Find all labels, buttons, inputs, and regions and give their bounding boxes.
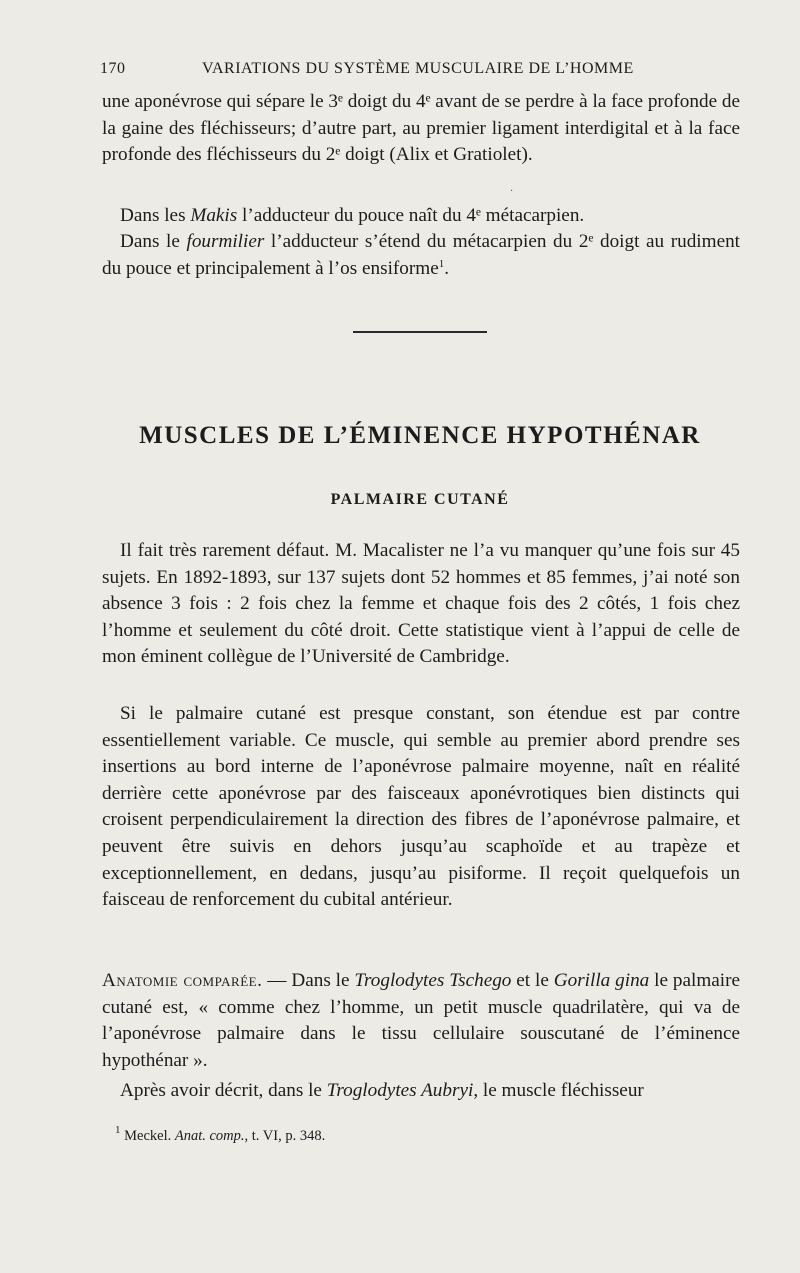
p2-italic-makis: Makis xyxy=(190,205,238,226)
p6-italic-gorilla: Gorilla gina xyxy=(553,970,650,991)
footnote-ref-text: , t. VI, p. 348. xyxy=(244,1128,326,1144)
comparative-anatomy-label: Anatomie comparée. xyxy=(102,970,263,991)
p6-italic-tschego: Troglodytes Tschego xyxy=(354,970,512,991)
p7-text-b: , le muscle fléchisseur xyxy=(473,1080,644,1101)
footnote-author: Meckel. xyxy=(120,1128,175,1144)
running-title: VARIATIONS DU SYSTÈME MUSCULAIRE DE L’HOMME xyxy=(202,60,634,77)
page-number: 170 xyxy=(100,60,126,77)
p6-text-a: — Dans le xyxy=(262,970,355,991)
intro-paragraph-2 xyxy=(102,203,740,230)
section-divider xyxy=(353,331,487,333)
p3-text-after: l’adducteur s’étend du métacarpien du 2ᵉ doigt au rudiment du pouce et principalement à l’os ensiforme xyxy=(102,231,741,279)
intro-paragraph-3 xyxy=(102,229,740,282)
p2-text-after: l’adducteur du pouce naît du 4ᵉ métacarpien. xyxy=(237,205,585,226)
section-subtitle: PALMAIRE CUTANÉ xyxy=(330,491,510,508)
comparative-anatomy-paragraph xyxy=(102,968,740,1074)
footnote-ref[interactable]: 1 xyxy=(438,257,445,270)
p7-text-a: Après avoir décrit, dans le xyxy=(120,1080,327,1101)
p2-text-before: Dans les xyxy=(120,205,191,226)
p3-text-before: Dans le xyxy=(120,231,187,252)
body-paragraph-2: Si le palmaire cutané est presque constant, son étendue est par contre essentiellement variable. Ce muscle, qui semble au premier abord prendre ses insertions au bord interne de l’aponévrose palmaire moyenne, naît en réalité derrière cette aponévrose par des faisceaux aponévrotiques bien distincts qui croisent perpendiculairement la direction des fibres de l’aponévrose palmaire, et peuvent être suivis en dehors jusqu’au scaphoïde et au trapèze et exceptionnellement, en dedans, jusqu’au pisiforme. Il reçoit quelquefois un faisceau de renforcement du cubital antérieur. xyxy=(102,703,740,911)
footnote-italic-title: Anat. comp. xyxy=(174,1128,245,1144)
footnote-mark: 1 xyxy=(115,1124,121,1136)
footnote xyxy=(115,1124,715,1145)
ink-speck: · xyxy=(510,186,514,197)
p6-text-c: le palmaire cutané est, « comme chez l’homme, un petit muscle quadrilatère, qui va de l’aponévrose palmaire dans le tissu cellulaire souscutané de l’éminence hypothénar ». xyxy=(102,970,741,1071)
body-paragraph-1: Il fait très rarement défaut. M. Macalister ne l’a vu manquer qu’une fois sur 45 sujets. En 1892-1893, sur 137 sujets dont 52 hommes et 85 femmes, j’ai noté son absence 3 fois : 2 fois chez la femme et chaque fois des 2 côtés, 1 fois chez l’homme et seulement du côté droit. Cette statistique vient à l’appui de celle de mon éminent collègue de l’Université de Cambridge. xyxy=(102,540,740,668)
section-title: MUSCLES DE L’ÉMINENCE HYPOTHÉNAR xyxy=(139,422,701,449)
body-paragraph-last xyxy=(102,1078,740,1105)
p6-text-b: et le xyxy=(511,970,554,991)
p3-text-end: . xyxy=(444,257,450,279)
intro-paragraph-1: une aponévrose qui sépare le 3ᵉ doigt du 4ᵉ avant de se perdre à la face profonde de la gaine des fléchisseurs; d’autre part, au premier ligament interdigital et à la face profonde des fléchisseurs du 2ᵉ doigt (Alix et Gratiolet). xyxy=(102,91,740,166)
p3-italic-fourmilier: fourmilier xyxy=(186,231,265,252)
running-header xyxy=(100,60,740,82)
p7-italic-aubryi: Troglodytes Aubryi xyxy=(326,1080,474,1101)
